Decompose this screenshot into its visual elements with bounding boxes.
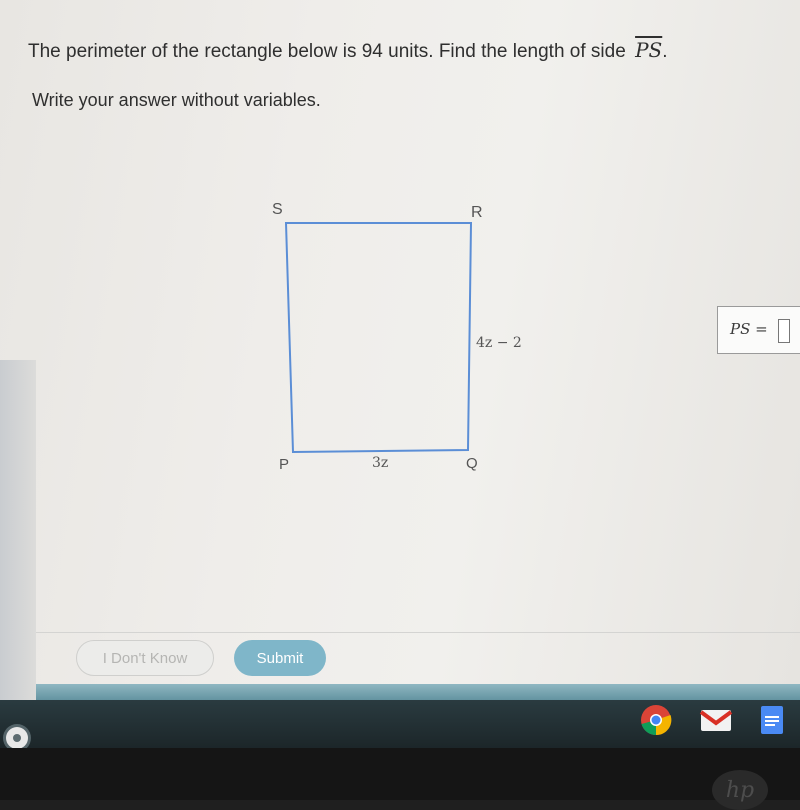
chrome-icon[interactable]	[638, 702, 674, 738]
docs-icon[interactable]	[754, 702, 790, 738]
vertex-label-p: P	[279, 456, 290, 473]
launcher-icon[interactable]	[6, 727, 28, 749]
side-label-right: 4z − 2	[476, 335, 522, 351]
answer-box	[717, 306, 800, 354]
vertex-label-r: R	[471, 204, 483, 221]
submit-button[interactable]: Submit	[234, 640, 326, 676]
screen-glare	[0, 360, 36, 700]
answer-label: PS =	[730, 320, 768, 338]
vertex-label-q: Q	[466, 455, 478, 472]
side-variable: PS	[635, 38, 663, 62]
hp-logo-icon: hp	[712, 770, 768, 810]
vertex-label-s: S	[272, 201, 283, 218]
question-prompt: The perimeter of the rectangle below is 94 units. Find the length of side	[28, 41, 626, 62]
question-period: .	[662, 41, 668, 62]
question-text	[28, 38, 668, 63]
rectangle-diagram	[240, 190, 540, 490]
laptop-bezel	[0, 748, 800, 800]
side-label-bottom: 3z	[372, 455, 389, 471]
gmail-icon[interactable]	[698, 702, 734, 738]
answer-input[interactable]	[778, 319, 790, 343]
rectangle-shape	[286, 223, 471, 452]
taskbar	[0, 700, 800, 748]
instruction-text: Write your answer without variables.	[32, 90, 321, 110]
dont-know-button[interactable]: I Don't Know	[76, 640, 214, 676]
footer-divider	[36, 632, 800, 633]
rectangle-figure	[240, 190, 540, 490]
